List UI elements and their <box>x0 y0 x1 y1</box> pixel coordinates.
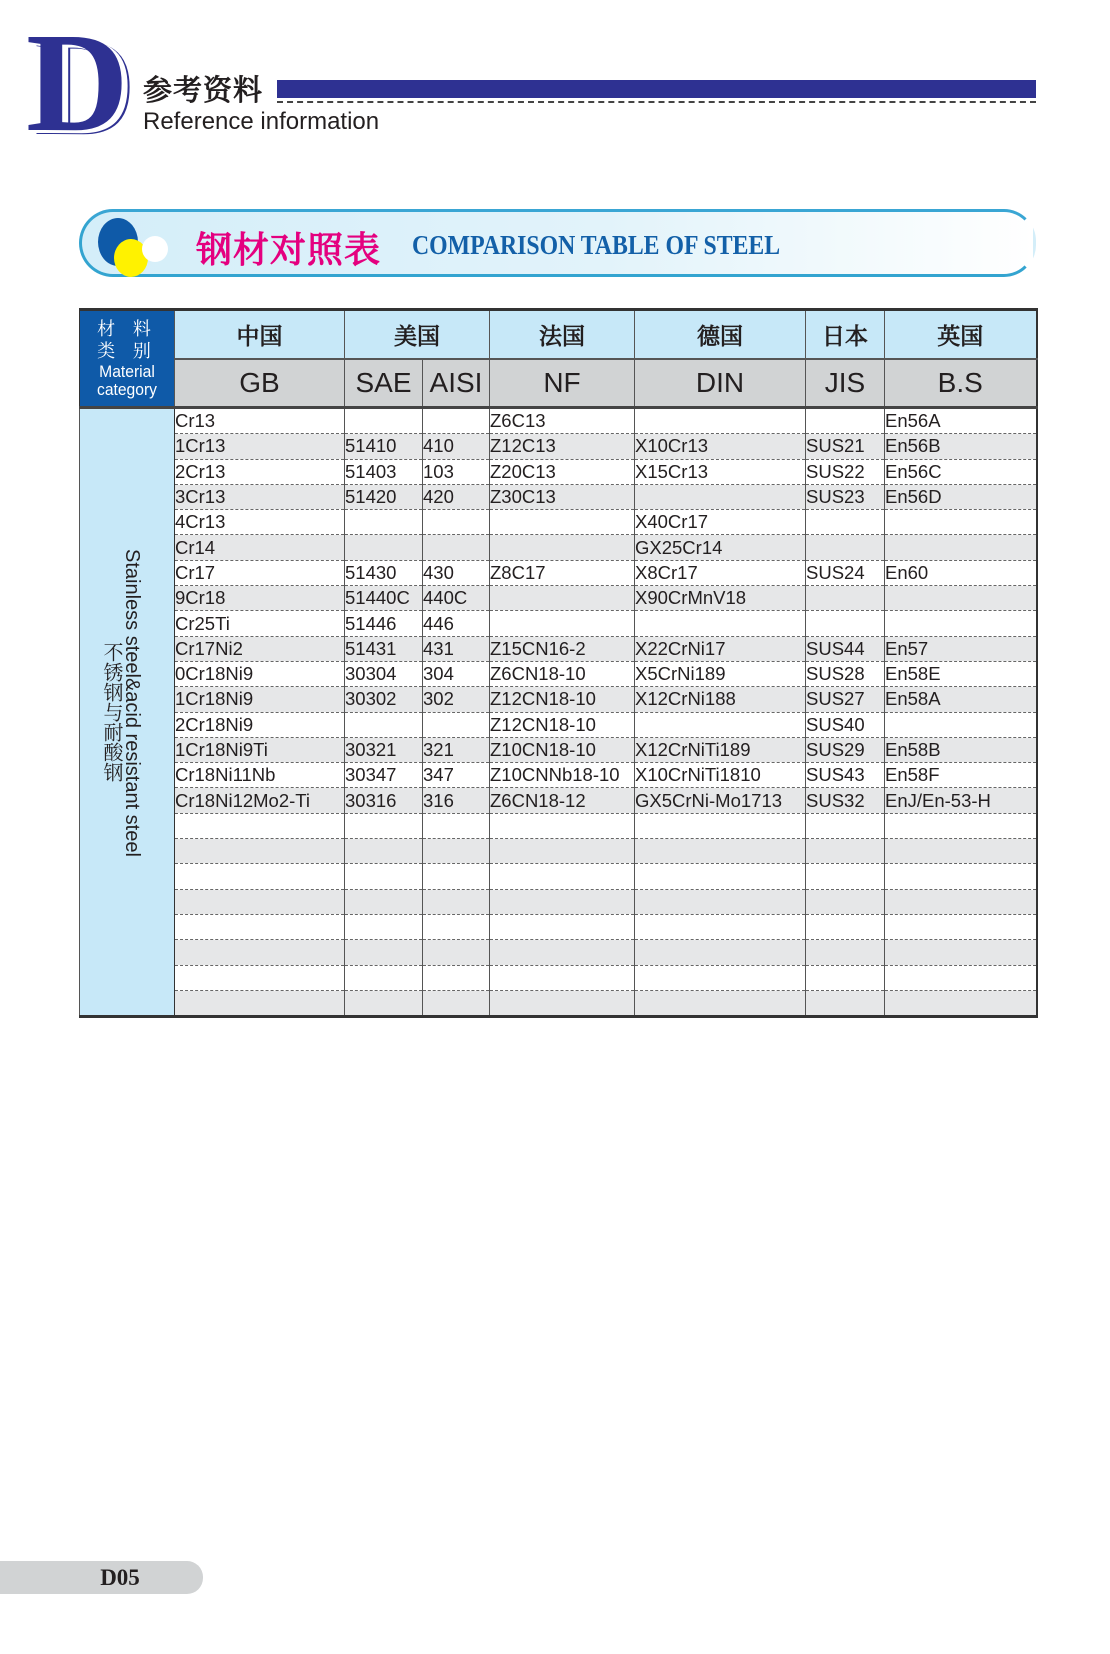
cell-sae <box>345 864 423 889</box>
table-row <box>80 712 1037 737</box>
steel-comparison-table <box>79 308 1038 1018</box>
country-header-france: 法国 <box>490 310 635 360</box>
cell-bs: En56D <box>885 484 1037 509</box>
cell-gb: Cr13 <box>175 408 345 434</box>
cell-gb <box>175 864 345 889</box>
cell-nf: Z6CN18-10 <box>490 661 635 686</box>
cell-sae <box>345 510 423 535</box>
cell-aisi: 440C <box>423 586 490 611</box>
cell-nf: Z6CN18-12 <box>490 788 635 813</box>
cell-jis: SUS24 <box>806 560 885 585</box>
cell-din <box>635 839 806 864</box>
cell-aisi <box>423 510 490 535</box>
cell-aisi: 420 <box>423 484 490 509</box>
cell-din: X10Cr13 <box>635 434 806 459</box>
cell-sae: 30302 <box>345 687 423 712</box>
cell-sae: 51431 <box>345 636 423 661</box>
cell-din <box>635 864 806 889</box>
table-row <box>80 889 1037 914</box>
cell-sae <box>345 990 423 1016</box>
cell-sae <box>345 889 423 914</box>
cell-gb: Cr17Ni2 <box>175 636 345 661</box>
cell-gb: 1Cr18Ni9Ti <box>175 737 345 762</box>
cell-aisi <box>423 408 490 434</box>
cell-aisi: 430 <box>423 560 490 585</box>
cell-gb: 1Cr13 <box>175 434 345 459</box>
cell-gb <box>175 940 345 965</box>
standard-header-aisi: AISI <box>423 359 490 408</box>
cell-din: X10CrNiTi1810 <box>635 763 806 788</box>
cell-sae <box>345 712 423 737</box>
cell-nf: Z6C13 <box>490 408 635 434</box>
cell-nf: Z15CN16-2 <box>490 636 635 661</box>
cell-aisi <box>423 864 490 889</box>
cell-jis <box>806 990 885 1016</box>
section-letter-logo: D <box>26 3 129 161</box>
cell-gb <box>175 914 345 939</box>
cell-nf <box>490 914 635 939</box>
cell-gb <box>175 839 345 864</box>
cell-aisi: 103 <box>423 459 490 484</box>
cell-aisi: 302 <box>423 687 490 712</box>
cell-jis: SUS28 <box>806 661 885 686</box>
table-row <box>80 661 1037 686</box>
cell-jis <box>806 940 885 965</box>
country-header-china: 中国 <box>175 310 345 360</box>
cell-jis <box>806 535 885 560</box>
table-row <box>80 965 1037 990</box>
cell-nf <box>490 535 635 560</box>
category-header-en-1: Material <box>99 361 155 381</box>
cell-bs <box>885 889 1037 914</box>
cell-jis: SUS21 <box>806 434 885 459</box>
cell-sae <box>345 408 423 434</box>
cell-bs <box>885 914 1037 939</box>
cell-sae: 51440C <box>345 586 423 611</box>
cell-sae: 30347 <box>345 763 423 788</box>
cell-aisi: 410 <box>423 434 490 459</box>
cell-jis <box>806 889 885 914</box>
cell-bs <box>885 990 1037 1016</box>
cell-aisi <box>423 839 490 864</box>
cell-sae <box>345 813 423 838</box>
banner-title-cn: 钢材对照表 <box>196 229 382 271</box>
cell-sae: 51403 <box>345 459 423 484</box>
cell-sae: 30304 <box>345 661 423 686</box>
cell-gb: Cr18Ni11Nb <box>175 763 345 788</box>
cell-din <box>635 914 806 939</box>
cell-aisi <box>423 535 490 560</box>
cell-jis <box>806 408 885 434</box>
page-number: D05 <box>100 1565 140 1590</box>
standard-header-din: DIN <box>635 359 806 408</box>
cell-din <box>635 712 806 737</box>
cell-gb <box>175 889 345 914</box>
cell-jis <box>806 586 885 611</box>
cell-jis: SUS44 <box>806 636 885 661</box>
table-row <box>80 510 1037 535</box>
cell-sae <box>345 965 423 990</box>
cell-sae: 51430 <box>345 560 423 585</box>
cell-sae: 30316 <box>345 788 423 813</box>
cell-jis <box>806 914 885 939</box>
table-row <box>80 990 1037 1016</box>
country-header-usa: 美国 <box>345 310 490 360</box>
table-row <box>80 611 1037 636</box>
cell-sae: 51446 <box>345 611 423 636</box>
cell-jis <box>806 965 885 990</box>
cell-aisi <box>423 990 490 1016</box>
cell-bs: En56A <box>885 408 1037 434</box>
cell-din: X40Cr17 <box>635 510 806 535</box>
cell-nf: Z12C13 <box>490 434 635 459</box>
cell-jis: SUS23 <box>806 484 885 509</box>
cell-din: X15Cr13 <box>635 459 806 484</box>
title-accent-bar <box>277 80 1036 98</box>
cell-din: GX25Cr14 <box>635 535 806 560</box>
cell-bs <box>885 611 1037 636</box>
cell-bs <box>885 940 1037 965</box>
table-row <box>80 484 1037 509</box>
cell-aisi: 321 <box>423 737 490 762</box>
cell-nf: Z10CNNb18-10 <box>490 763 635 788</box>
cell-aisi: 431 <box>423 636 490 661</box>
cell-aisi <box>423 813 490 838</box>
cell-sae <box>345 914 423 939</box>
cell-sae: 51410 <box>345 434 423 459</box>
table-row <box>80 763 1037 788</box>
comparison-table-banner <box>79 209 1036 277</box>
cell-bs: En56B <box>885 434 1037 459</box>
cell-bs <box>885 510 1037 535</box>
category-header-cn-1: 材 料 <box>97 318 157 340</box>
cell-bs: En57 <box>885 636 1037 661</box>
cell-bs: En58B <box>885 737 1037 762</box>
cell-aisi: 446 <box>423 611 490 636</box>
cell-gb: 2Cr13 <box>175 459 345 484</box>
table-row <box>80 914 1037 939</box>
country-header-germany: 德国 <box>635 310 806 360</box>
cell-nf <box>490 940 635 965</box>
cell-bs: En58A <box>885 687 1037 712</box>
cell-aisi: 347 <box>423 763 490 788</box>
cell-din <box>635 990 806 1016</box>
cell-sae: 30321 <box>345 737 423 762</box>
table-row <box>80 408 1037 434</box>
cell-gb <box>175 965 345 990</box>
cell-din: X12CrNiTi189 <box>635 737 806 762</box>
cell-gb: 9Cr18 <box>175 586 345 611</box>
standard-header-jis: JIS <box>806 359 885 408</box>
cell-sae <box>345 839 423 864</box>
cell-jis: SUS43 <box>806 763 885 788</box>
cell-nf <box>490 965 635 990</box>
table-row <box>80 940 1037 965</box>
white-circle-icon <box>142 236 168 262</box>
category-label-wrap <box>80 409 174 1015</box>
cell-jis: SUS32 <box>806 788 885 813</box>
material-category-header <box>80 310 175 408</box>
table-row <box>80 434 1037 459</box>
cell-aisi: 316 <box>423 788 490 813</box>
cell-din: X12CrNi188 <box>635 687 806 712</box>
cell-bs: En56C <box>885 459 1037 484</box>
cell-din <box>635 940 806 965</box>
cell-jis <box>806 839 885 864</box>
table-row <box>80 535 1037 560</box>
cell-nf <box>490 510 635 535</box>
table-row <box>80 788 1037 813</box>
cell-nf: Z12CN18-10 <box>490 687 635 712</box>
cell-bs <box>885 965 1037 990</box>
cell-aisi <box>423 712 490 737</box>
cell-din <box>635 611 806 636</box>
cell-din: X5CrNi189 <box>635 661 806 686</box>
cell-gb: Cr17 <box>175 560 345 585</box>
cell-din <box>635 484 806 509</box>
cell-nf: Z30C13 <box>490 484 635 509</box>
cell-gb: Cr14 <box>175 535 345 560</box>
section-title-cn: 参考资料 <box>143 73 264 107</box>
cell-bs <box>885 712 1037 737</box>
table-row <box>80 586 1037 611</box>
table-row <box>80 687 1037 712</box>
cell-nf <box>490 864 635 889</box>
cell-gb: 0Cr18Ni9 <box>175 661 345 686</box>
cell-din <box>635 813 806 838</box>
cell-bs: En60 <box>885 560 1037 585</box>
cell-nf: Z8C17 <box>490 560 635 585</box>
cell-bs: En58E <box>885 661 1037 686</box>
table-row <box>80 459 1037 484</box>
cell-bs <box>885 535 1037 560</box>
cell-gb: 3Cr13 <box>175 484 345 509</box>
cell-nf: Z12CN18-10 <box>490 712 635 737</box>
cell-din: X90CrMnV18 <box>635 586 806 611</box>
cell-bs: En58F <box>885 763 1037 788</box>
cell-jis <box>806 611 885 636</box>
cell-nf <box>490 611 635 636</box>
title-dashed-divider <box>277 101 1036 103</box>
cell-jis: SUS40 <box>806 712 885 737</box>
cell-bs: EnJ/En-53-H <box>885 788 1037 813</box>
cell-bs <box>885 839 1037 864</box>
table-row <box>80 813 1037 838</box>
cell-din: GX5CrNi-Mo1713 <box>635 788 806 813</box>
cell-gb: Cr18Ni12Mo2-Ti <box>175 788 345 813</box>
standard-header-sae: SAE <box>345 359 423 408</box>
section-title-en: Reference information <box>143 108 380 135</box>
category-label-cn: 不锈钢与耐酸钢 <box>100 642 122 782</box>
standard-header-gb: GB <box>175 359 345 408</box>
country-header-uk: 英国 <box>885 310 1037 360</box>
cell-gb: 2Cr18Ni9 <box>175 712 345 737</box>
country-header-japan: 日本 <box>806 310 885 360</box>
cell-sae <box>345 940 423 965</box>
cell-aisi <box>423 965 490 990</box>
cell-aisi <box>423 914 490 939</box>
cell-gb: Cr25Ti <box>175 611 345 636</box>
banner-title-en: COMPARISON TABLE OF STEEL <box>412 230 781 260</box>
cell-nf: Z10CN18-10 <box>490 737 635 762</box>
cell-gb: 1Cr18Ni9 <box>175 687 345 712</box>
cell-sae: 51420 <box>345 484 423 509</box>
cell-aisi <box>423 889 490 914</box>
cell-jis: SUS22 <box>806 459 885 484</box>
cell-bs <box>885 864 1037 889</box>
cell-din <box>635 965 806 990</box>
cell-jis: SUS27 <box>806 687 885 712</box>
cell-din: X8Cr17 <box>635 560 806 585</box>
cell-jis: SUS29 <box>806 737 885 762</box>
table-row <box>80 636 1037 661</box>
cell-nf <box>490 990 635 1016</box>
cell-bs <box>885 813 1037 838</box>
cell-din <box>635 408 806 434</box>
category-header-en-2: category <box>96 379 157 399</box>
cell-nf <box>490 586 635 611</box>
category-label-en: Stainless steel&acid resistant steel <box>121 549 143 857</box>
cell-nf <box>490 889 635 914</box>
cell-gb <box>175 990 345 1016</box>
cell-din: X22CrNi17 <box>635 636 806 661</box>
table-row <box>80 737 1037 762</box>
standard-header-bs: B.S <box>885 359 1037 408</box>
cell-nf <box>490 839 635 864</box>
table-row <box>80 864 1037 889</box>
cell-jis <box>806 864 885 889</box>
cell-jis <box>806 510 885 535</box>
cell-gb <box>175 813 345 838</box>
table-row <box>80 839 1037 864</box>
cell-nf: Z20C13 <box>490 459 635 484</box>
table-row <box>80 560 1037 585</box>
cell-aisi: 304 <box>423 661 490 686</box>
cell-gb: 4Cr13 <box>175 510 345 535</box>
cell-sae <box>345 535 423 560</box>
cell-jis <box>806 813 885 838</box>
cell-bs <box>885 586 1037 611</box>
cell-aisi <box>423 940 490 965</box>
material-category-cell <box>80 408 175 1017</box>
standard-header-nf: NF <box>490 359 635 408</box>
cell-nf <box>490 813 635 838</box>
cell-din <box>635 889 806 914</box>
category-header-cn-2: 类 别 <box>97 340 157 362</box>
